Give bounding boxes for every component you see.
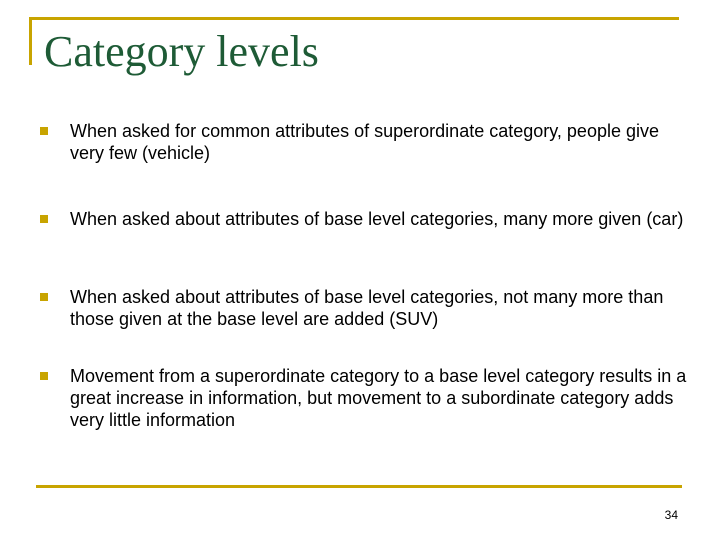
square-bullet-icon xyxy=(40,215,48,223)
bullet-text: When asked about attributes of base level categories, many more given (car) xyxy=(70,209,684,229)
title-frame-vertical-line xyxy=(29,17,32,65)
title-frame-top-line xyxy=(29,17,679,20)
square-bullet-icon xyxy=(40,293,48,301)
bullet-text: When asked about attributes of base level categories, not many more than those given at the base level are added (SUV) xyxy=(70,287,664,329)
page-number: 34 xyxy=(664,508,678,522)
bullet-text: When asked for common attributes of superordinate category, people give very few (vehicle) xyxy=(70,121,659,163)
square-bullet-icon xyxy=(40,372,48,380)
square-bullet-icon xyxy=(40,127,48,135)
bullet-text: Movement from a superordinate category to a base level category results in a great increase in information, but movement to a subordinate category adds very little information xyxy=(70,366,687,430)
footer-divider xyxy=(36,485,682,488)
slide-title: Category levels xyxy=(44,27,319,76)
